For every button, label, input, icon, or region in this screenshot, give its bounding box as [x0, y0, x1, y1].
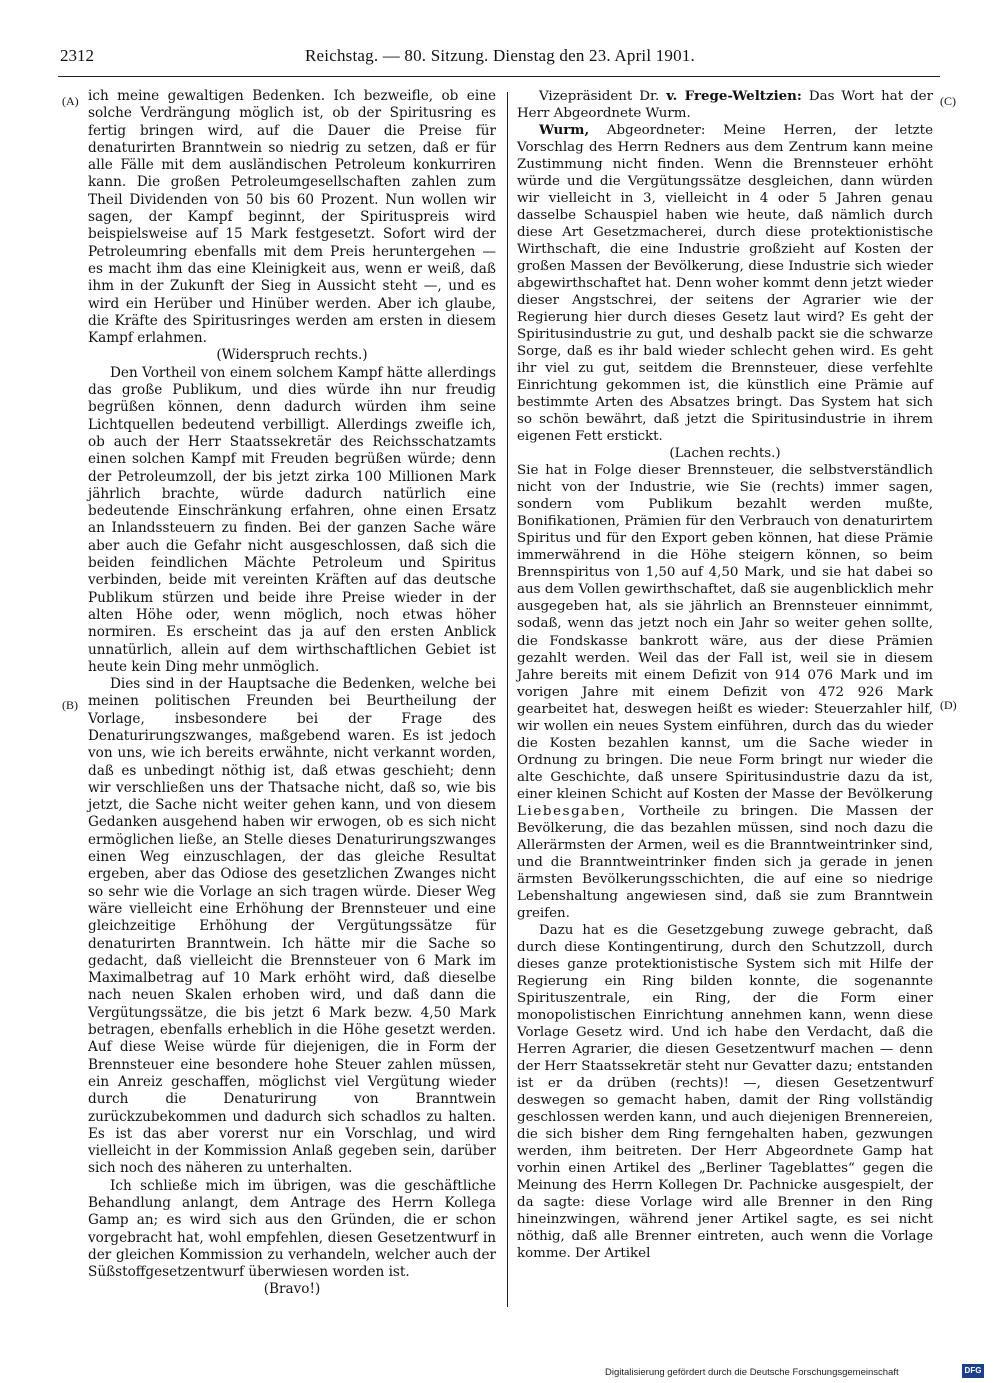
footer-credit: Digitalisierung gefördert durch die Deutsche Forschungsgemeinschaft [605, 1367, 899, 1378]
column-divider [507, 92, 508, 1307]
margin-mark-a: (A) [62, 94, 79, 108]
speaker-paragraph [517, 88, 933, 122]
speaker-name: Wurm, [539, 122, 590, 139]
left-column [88, 88, 496, 1299]
right-column [517, 88, 933, 1262]
interjection: (Widerspruch rechts.) [216, 347, 368, 364]
paragraph: Ich schließe mich im übrigen, was die geschäftliche Behandlung anlangt, dem Antrage des Herrn Kollega Gamp an; es wird sich aus den Gründen, die er schon vorgebracht hat, wohl empfehlen, diesen Gesetzentwurf in der gleichen Kommission zu verhandeln, welcher auch der Süßstoffgesetzentwurf überwiesen worden ist. [88, 1177, 496, 1281]
dfg-logo: DFG [962, 1364, 984, 1378]
paragraph: Dazu hat es die Gesetzgebung zuwege gebracht, daß durch diese Kontingentirung, durch den Schutzzoll, durch dieses ganze protektionistische System sich mit Hilfe der Regierung ein Ring bilden konnte, die sogenannte Spirituszentrale, ein Ring, der die Form einer monopolistischen Einrichtung annehmen kann, wenn diese Vorlage Gesetz wird. Und ich habe den Verdacht, daß die Herren Agrarier, die diesen Gesetzentwurf machen — denn der Herr Staatssekretär steht nur Gevatter dazu; entstanden ist er da drüben (rechts)! —, diesen Gesetzentwurf deswegen so gemacht haben, damit der Ring vollständig geschlossen werden kann, und auch diejenigen Brennereien, die sich bisher dem Ring ferngehalten haben, gezwungen werden, ihm beitreten. Der Herr Abgeordnete Gamp hat vorhin einen Artikel des „Berliner Tageblattes“ gegen die Meinung des Herrn Kollegen Dr. Pachnicke ausgespielt, der da sagte: diese Vorlage wird alle Brenner in den Ring hineinzwingen, während jener Artikel sagte, es sei nicht nöthig, daß alle Brenner eintreten, auch wenn die Vorlage komme. Der Artikel [517, 922, 933, 1262]
speaker-title: Vizepräsident Dr. [539, 89, 660, 104]
interjection: (Lachen rechts.) [669, 446, 781, 462]
paragraph: Den Vortheil von einem solchem Kampf hätte allerdings das große Publikum, und dies würde ihn nur freudig begrüßen können, denn dadurch würden ihm seine Lichtquellen bedeutend verbilligt. Allerdings zweifle ich, ob auch der Herr Staatssekretär des Reichsschatzamts einen solchen Kampf mit Freuden begrüßen würde; denn der Petroleumzoll, der bis jetzt zirka 100 Millionen Mark jährlich brachte, würde dadurch natürlich eine bedeutende Einschränkung erfahren, ohne einen Ersatz an Inlandssteuern zu finden. Bei der ganzen Sache wäre aber auch die Gefahr nicht ausgeschlossen, daß sich die beiden feindlichen Mächte Petroleum und Spiritus verbinden, beide mit vereinten Kräften auf das deutsche Publikum stürzen und beide ihre Preise wieder in der alten Höhe oder, wenn möglich, noch etwas höher normiren. Es erscheint das ja auf den ersten Anblick unnatürlich, allein auf dem wirthschaftlichen Gebiet ist heute kein Ding mehr unmöglich. [88, 364, 496, 675]
margin-mark-c: (C) [940, 94, 956, 108]
speaker-paragraph [517, 122, 933, 445]
paragraph [517, 462, 933, 921]
header-rule [58, 76, 940, 77]
margin-mark-b: (B) [62, 698, 78, 712]
speaker-name: v. Frege-Weltzien: [666, 88, 802, 104]
paragraph: ich meine gewaltigen Bedenken. Ich bezweifle, ob eine solche Verdrängung möglich ist, ob der Spiritusring es fertig bringen wird, auf die Dauer die Preise für denaturirten Branntwein so niedrig zu setzen, daß er für alle Fälle mit dem ausländischen Petroleum konkurriren kann. Die großen Petroleumgesellschaften zahlen zum Theil Dividenden von 50 bis 60 Prozent. Nun wollen wir sagen, der Kampf beginnt, der Spirituspreis wird beispielsweise auf 15 Mark festgesetzt. Sofort wird der Petroleumring ebenfalls mit dem Preis heruntergehen — es macht ihm das eine Kleinigkeit aus, wenn er weiß, daß ihm in der Zukunft der Sieg in Aussicht steht —, und es wird ein Herüber und Hinüber werden. Aber ich glaube, die Kräfte des Spiritusringes werden am ersten in diesem Kampf erlahmen. [88, 88, 496, 347]
speaker-text: Abgeordneter: Meine Herren, der letzte Vorschlag des Herrn Redners aus dem Zentrum kann meine Zustimmung nicht finden. Wenn die Brennsteuer erhöht würde und die Vergütungssätze desgleichen, dann würden wir vielleicht in 3, vielleicht in 4 oder 5 Jahren genau dasselbe Schauspiel haben wie heute, daß nämlich durch diese Art Gesetzmacherei, durch diese protektionistische Wirthschaft, die eine Industrie großzieht auf Kosten der großen Massen der Bevölkerung, diese Industrie sich wieder abgewirthschaftet hat. Denn woher kommt denn jetzt wieder dieser Angstschrei, der seitens der Agrarier wie der Regierung hier durch dieses Gesetz laut wird? Es geht der Spiritusindustrie zu gut, und deshalb packt sie die schwarze Sorge, daß es ihr bald wieder schlecht gehen wird. Es geht ihr viel zu gut, seitdem die Brennsteuer, diese verfehlte Einrichtung gekommen ist, die künstlich eine Prämie auf bestimmte Arten des Absatzes bringt. Das System hat sich so schön bewährt, daß jetzt die Spiritusindustrie in ihrem eigenen Fett erstickt. [517, 123, 933, 445]
interjection: (Bravo!) [263, 1281, 321, 1298]
speaker-text: Das Wort hat der Herr Abgeordnete Wurm. [517, 89, 933, 122]
paragraph-text: Sie hat in Folge dieser Brennsteuer, die selbstverständlich nicht von der Industrie, wie Sie (rechts) immer sagen, sondern vom Publikum bezahlt werden mußte, Bonifikationen, Prämien für den Verbrauch von denaturirtem Spiritus und für den Export geben können, hat diese Prämie immerwährend in die Höhe steigern können, so beim Brennspiritus von 1,50 auf 4,50 Mark, und sie hat dabei so aus dem Vollen gewirthschaftet, daß sie augenblicklich mehr ausgegeben hat, als sie jährlich an Brennsteuer einnimmt, sodaß, wenn das jetzt noch ein Jahr so weiter gehen sollte, die Fondskasse bankrott wäre, aus der diese Prämien gezahlt werden. Weil das der Fall ist, weil sie in diesem Jahre bereits mit einem Defizit von 914 076 Mark und im vorigen Jahre mit einem Defizit von 472 926 Mark gearbeitet hat, deswegen heißt es wieder: Steuerzahler hilf, wir wollen ein neues System einführen, durch das du wieder die Kosten bezahlen kannst, um die Sache wieder in Ordnung zu bringen. Die neue Form bringt nur wieder die alte Geschichte, daß unsere Spiritusindustrie dazu da ist, einer kleinen Schicht auf Kosten der Masse der Bevölkerung [517, 463, 933, 802]
margin-mark-d: (D) [940, 698, 957, 712]
paragraph: Dies sind in der Hauptsache die Bedenken, welche bei meinen politischen Freunden bei Beurtheilung der Vorlage, insbesondere bei der Frage des Denaturirungszwanges, maßgebend waren. Es ist jedoch von uns, wie ich bereits erwähnte, nicht verkannt worden, daß es unbedingt nöthig ist, daß etwas geschieht; denn wir verschließen uns der Thatsache nicht, daß so, wie bis jetzt, die Sache nicht weiter gehen kann, und von diesem Gedanken ausgehend haben wir erwogen, ob es sich nicht ermöglichen ließe, an Stelle dieses Denaturirungszwanges einen Weg einzuschlagen, der das gleiche Resultat ergeben, aber das Odiose des gesetzlichen Zwanges nicht so sehr wie die Vorlage an sich tragen würde. Dieser Weg wäre vielleicht eine Erhöhung der Brennsteuer und eine gleichzeitige Erhöhung der Vergütungssätze für denaturirten Branntwein. Ich hätte mir die Sache so gedacht, daß vielleicht die Brennsteuer von 6 Mark im Maximalbetrag auf 10 Mark erhöht wird, daß dieselbe nach neuen Skalen erhoben wird, und daß dann die Vergütungssätze, die bis jetzt 6 Mark bezw. 4,50 Mark betragen, ebenfalls erheblich in die Höhe gesetzt werden. Auf diese Weise würde für diejenigen, die in Form der Brennsteuer eine besondere hohe Steuer zahlen müssen, ein Anreiz geschaffen, möglichst viel Vergütung wieder durch die Denaturirung von Branntwein zurückzubekommen und dadurch sich schadlos zu halten. Es ist das aber vorerst nur ein Vorschlag, und wird vielleicht in der Kommission Anlaß gegeben sein, darüber sich noch des näheren zu unterhalten. [88, 676, 496, 1177]
page-number: 2312 [60, 46, 94, 65]
running-head: Reichstag. — 80. Sitzung. Dienstag den 23. April 1901. [305, 46, 695, 65]
paragraph-text: Vortheile zu bringen. Die Massen der Bevölkerung, die das bezahlen müssen, sind noch dazu die Allerärmsten der Armen, weil es die Branntweintrinker sind, und die Branntweintrinker finden sich ja gerade in jenen ärmsten Bevölkerungsschichten, die auf eine so niedrige Lebenshaltung angewiesen sind, daß sie zum Branntwein greifen. [517, 803, 933, 921]
spaced-emphasis: Liebesgaben, [517, 803, 627, 819]
